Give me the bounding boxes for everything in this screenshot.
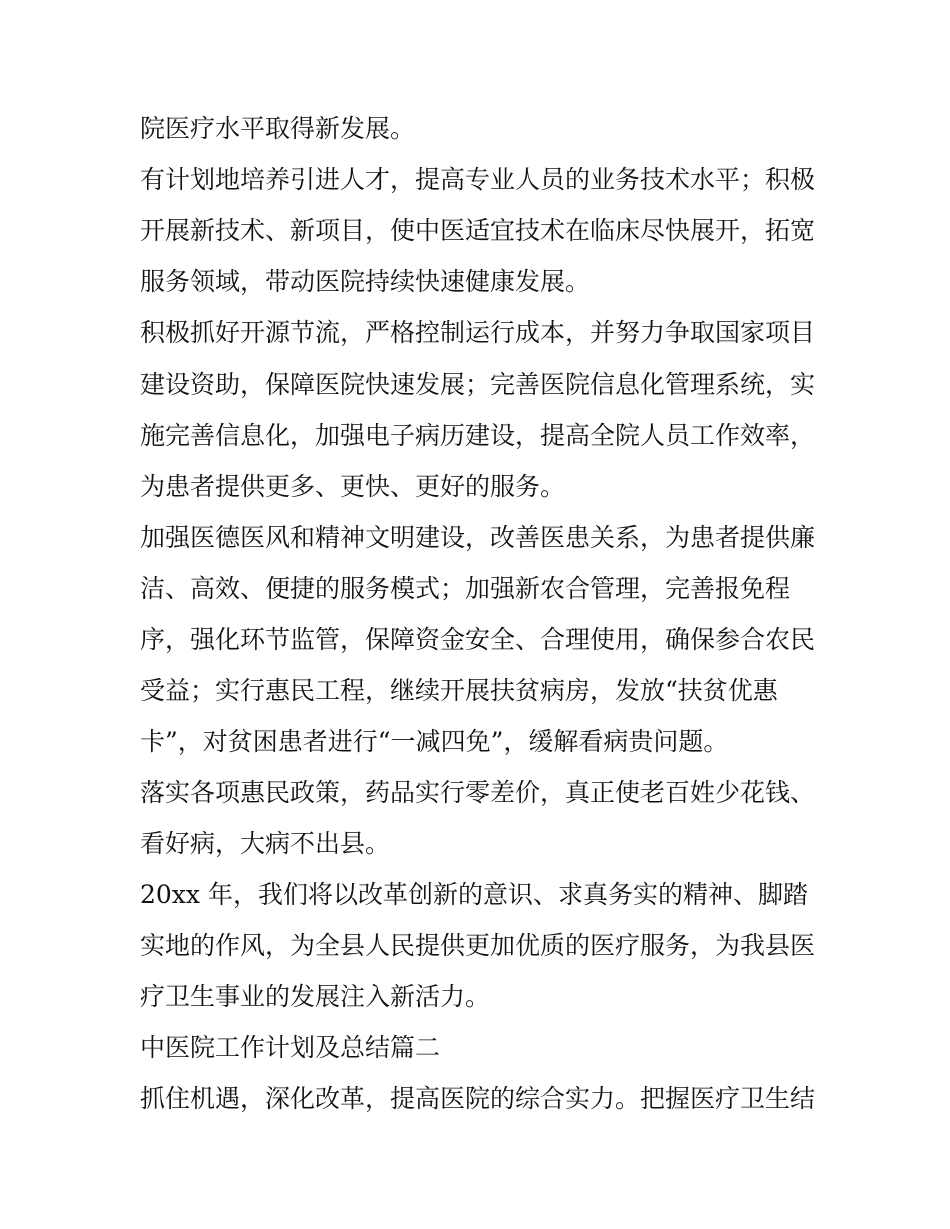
text-line: 建设资助，保障医院快速发展；完善医院信息化管理系统，实 <box>140 370 816 399</box>
text-line: 卡”，对贫困患者进行“一减四免”，缓解看病贵问题。 <box>140 727 729 756</box>
text-line: 为患者提供更多、更快、更好的服务。 <box>140 472 566 501</box>
text-line: 受益；实行惠民工程，继续开展扶贫病房，发放“扶贫优惠 <box>140 676 778 705</box>
text-line: 施完善信息化，加强电子病历建设，提高全院人员工作效率， <box>140 421 816 450</box>
text-line: 抓住机遇，深化改革，提高医院的综合实力。把握医疗卫生结 <box>140 1084 816 1113</box>
text-line: 加强医德医风和精神文明建设，改善医患关系，为患者提供廉 <box>140 523 816 552</box>
text-line: 有计划地培养引进人才，提高专业人员的业务技术水平；积极 <box>140 165 816 194</box>
text-line: 洁、高效、便捷的服务模式；加强新农合管理，完善报免程 <box>140 574 791 603</box>
text-line: 服务领域，带动医院持续快速健康发展。 <box>140 267 591 296</box>
text-line: 积极抓好开源节流，严格控制运行成本，并努力争取国家项目 <box>140 318 816 347</box>
text-line: 落实各项惠民政策，药品实行零差价，真正使老百姓少花钱、 <box>140 778 816 807</box>
text-line: 疗卫生事业的发展注入新活力。 <box>140 982 491 1011</box>
text-line: 院医疗水平取得新发展。 <box>140 114 416 143</box>
text-line: 看好病，大病不出县。 <box>140 829 391 858</box>
text-line: 开展新技术、新项目，使中医适宜技术在临床尽快展开，拓宽 <box>140 216 816 245</box>
text-line: 20xx 年，我们将以改革创新的意识、求真务实的精神、脚踏 <box>140 880 808 909</box>
text-line: 实地的作风，为全县人民提供更加优质的医疗服务，为我县医 <box>140 931 816 960</box>
section-heading: 中医院工作计划及总结篇二 <box>140 1033 441 1062</box>
text-line: 序，强化环节监管，保障资金安全、合理使用，确保参合农民 <box>140 625 816 654</box>
